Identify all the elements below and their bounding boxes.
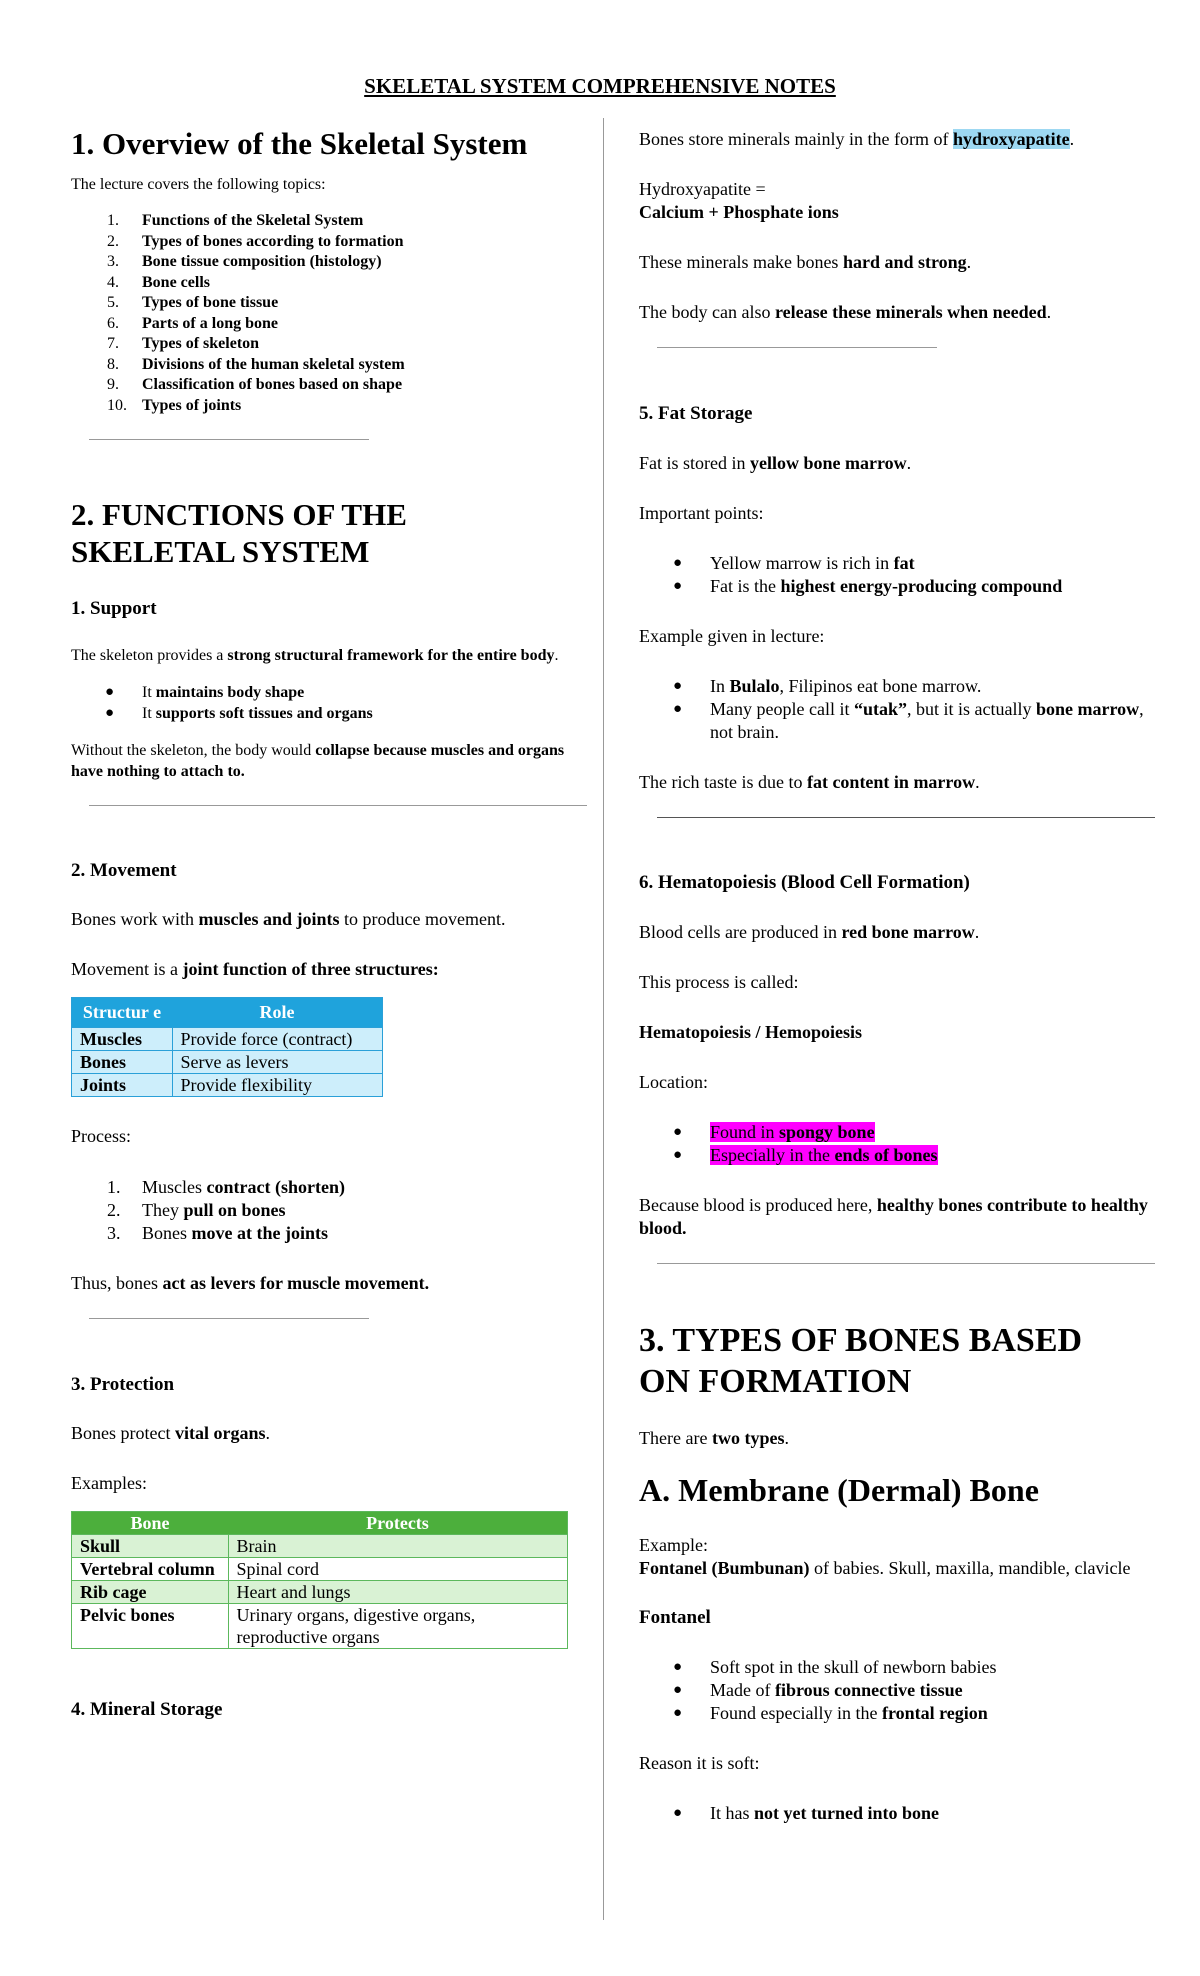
support-paragraph: The skeleton provides a strong structural framework for the entire body. [71, 647, 559, 664]
fat-paragraph: Fat is stored in yellow bone marrow. [639, 453, 912, 473]
table-header: Role [172, 998, 383, 1028]
horizontal-rule [89, 1318, 369, 1319]
list-item: ● Found especially in the frontal region [673, 1703, 988, 1723]
hema-term: Hematopoiesis / Hemopoiesis [639, 1022, 862, 1042]
list-item: 4. Bone cells [107, 273, 210, 291]
horizontal-rule [657, 347, 937, 348]
list-item: ● It supports soft tissues and organs [105, 705, 373, 722]
list-item: 10. Types of joints [107, 396, 242, 414]
functions-heading: 2. FUNCTIONS OF THE SKELETAL SYSTEM [71, 497, 407, 569]
list-item: 6. Parts of a long bone [107, 314, 278, 332]
fontanel-list [639, 1656, 1154, 1725]
list-item: ● Soft spot in the skull of newborn babies [673, 1657, 997, 1677]
overview-heading: 1. Overview of the Skeletal System [71, 126, 528, 161]
fat-points [639, 552, 1154, 598]
overview-intro: The lecture covers the following topics: [71, 176, 326, 193]
page-title: SKELETAL SYSTEM COMPREHENSIVE NOTES [364, 74, 836, 98]
list-item: ● It has not yet turned into bone [673, 1803, 940, 1823]
hema-paragraph-2: This process is called: [639, 972, 799, 992]
table-row: Rib cage Heart and lungs [72, 1581, 568, 1604]
table-header: Protects [228, 1512, 568, 1535]
hema-conclusion: Because blood is produced here, healthy bones contribute to healthy blood. [639, 1195, 1148, 1238]
examples-label: Examples: [71, 1473, 147, 1493]
protection-paragraph: Bones protect vital organs. [71, 1423, 270, 1443]
list-item: ● Fat is the highest energy-producing compound [673, 576, 1063, 596]
protection-heading: 3. Protection [71, 1374, 175, 1395]
table-row: Joints Provide flexibility [72, 1074, 383, 1097]
support-heading: 1. Support [71, 598, 157, 619]
column-divider [603, 118, 604, 1920]
reason-list [639, 1802, 1154, 1825]
list-item: 2. They pull on bones [107, 1200, 286, 1220]
table-row: Skull Brain [72, 1535, 568, 1558]
example-label: Example given in lecture: [639, 626, 825, 646]
fat-heading: 5. Fat Storage [639, 403, 753, 424]
location-list [639, 1121, 1154, 1167]
table-row: Bones Serve as levers [72, 1051, 383, 1074]
protection-table [71, 1511, 568, 1649]
table-header: Bone [72, 1512, 229, 1535]
hydroxyapatite-definition: Hydroxyapatite = Calcium + Phosphate ions [639, 179, 839, 222]
list-item: 7. Types of skeleton [107, 335, 260, 352]
process-label: Process: [71, 1126, 131, 1146]
mineral-paragraph: Bones store minerals mainly in the form of hydroxyapatite. [639, 129, 1075, 149]
movement-paragraph-2: Movement is a joint function of three structures: [71, 959, 439, 979]
horizontal-rule [657, 1263, 1155, 1264]
movement-paragraph: Bones work with muscles and joints to produce movement. [71, 909, 506, 929]
mineral-paragraph-4: The body can also release these minerals when needed. [639, 302, 1052, 322]
left-column [71, 118, 586, 1721]
fat-examples [639, 675, 1154, 744]
fat-conclusion: The rich taste is due to fat content in marrow. [639, 772, 980, 792]
support-bullets [71, 682, 586, 724]
table-row: Vertebral column Spinal cord [72, 1558, 568, 1581]
types-paragraph: There are two types. [639, 1428, 789, 1448]
movement-conclusion: Thus, bones act as levers for muscle movement. [71, 1273, 430, 1293]
list-item: 3. Bones move at the joints [107, 1223, 328, 1243]
table-row: Pelvic bones Urinary organs, digestive organs, reproductive organs [72, 1604, 568, 1649]
topic-list [71, 211, 586, 416]
list-item: ● Especially in the ends of bones [673, 1145, 938, 1165]
horizontal-rule [89, 439, 369, 440]
horizontal-rule [657, 817, 1155, 818]
membrane-example: Example: Fontanel (Bumbunan) of babies. Skull, maxilla, mandible, clavicle [639, 1535, 1131, 1578]
movement-heading: 2. Movement [71, 860, 177, 881]
hema-paragraph: Blood cells are produced in red bone marrow. [639, 922, 980, 942]
list-item: 3. Bone tissue composition (histology) [107, 253, 382, 270]
hematopoiesis-heading: 6. Hematopoiesis (Blood Cell Formation) [639, 872, 970, 893]
list-item: ● Yellow marrow is rich in fat [673, 553, 915, 573]
list-item: 2. Types of bones according to formation [107, 232, 404, 250]
list-item: ● It maintains body shape [105, 684, 305, 701]
list-item: 9. Classification of bones based on shape [107, 376, 403, 393]
important-points-label: Important points: [639, 503, 764, 523]
process-list [71, 1176, 586, 1245]
list-item: 1. Functions of the Skeletal System [107, 212, 364, 229]
list-item: 8. Divisions of the human skeletal system [107, 355, 405, 373]
list-item: ● Many people call it “utak”, but it is actually bone marrow, not brain. [673, 699, 1144, 742]
table-header: Structur e [72, 998, 173, 1028]
fontanel-heading: Fontanel [639, 1607, 711, 1628]
list-item: 1. Muscles contract (shorten) [107, 1177, 345, 1197]
reason-label: Reason it is soft: [639, 1753, 760, 1773]
list-item: 5. Types of bone tissue [107, 294, 279, 311]
support-conclusion: Without the skeleton, the body would collapse because muscles and organs have nothing to attach to. [71, 742, 565, 780]
list-item: ● Found in spongy bone [673, 1122, 875, 1142]
list-item: ● Made of fibrous connective tissue [673, 1680, 963, 1700]
location-label: Location: [639, 1072, 708, 1092]
table-row: Muscles Provide force (contract) [72, 1028, 383, 1051]
movement-table [71, 997, 383, 1097]
horizontal-rule [89, 805, 587, 806]
mineral-heading: 4. Mineral Storage [71, 1699, 223, 1720]
list-item: ● In Bulalo, Filipinos eat bone marrow. [673, 676, 982, 696]
mineral-paragraph-3: These minerals make bones hard and strong. [639, 252, 972, 272]
membrane-bone-heading: A. Membrane (Dermal) Bone [639, 1472, 1039, 1508]
types-heading: 3. TYPES OF BONES BASED ON FORMATION [639, 1322, 1083, 1400]
right-column [639, 118, 1154, 1825]
